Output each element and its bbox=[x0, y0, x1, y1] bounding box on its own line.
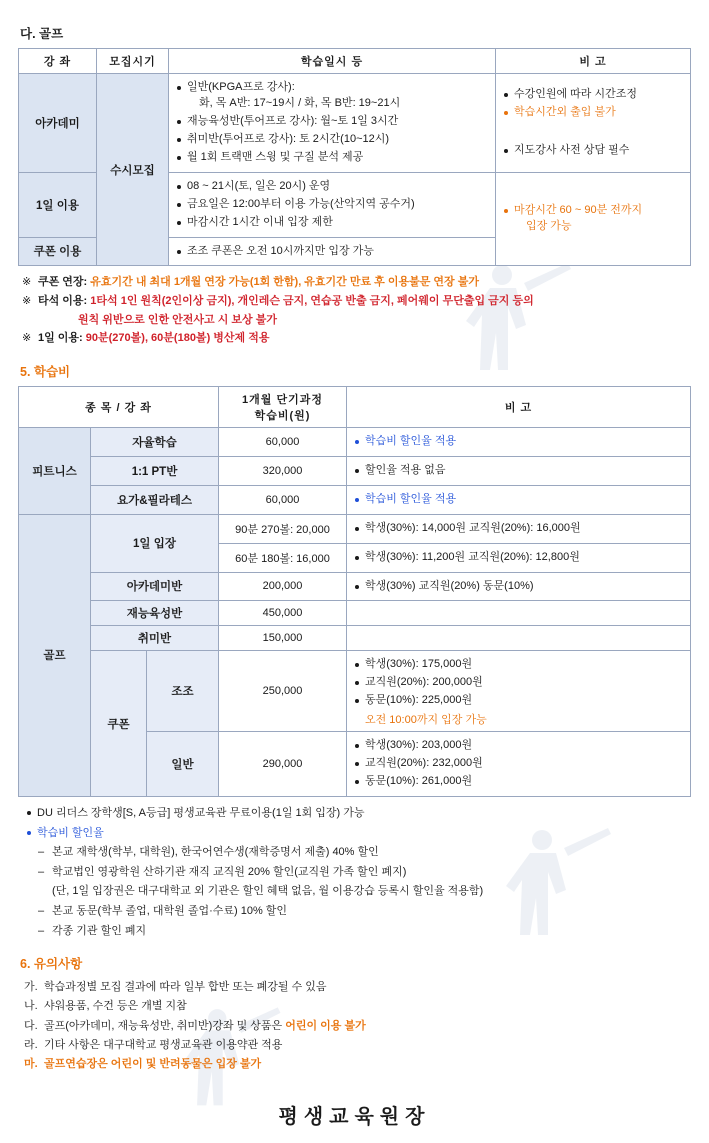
col-item: 종 목 / 강 좌 bbox=[19, 386, 219, 427]
notice-item: 나. 샤워용품, 수건 등은 개별 지참 bbox=[24, 1000, 187, 1013]
item-coupon-early: 조조 bbox=[147, 651, 219, 732]
remark-cell bbox=[347, 485, 691, 514]
list-item: 학습비 할인율 적용 bbox=[353, 434, 684, 450]
table-row bbox=[19, 601, 691, 626]
table-row bbox=[19, 74, 691, 173]
col-remark: 비 고 bbox=[496, 49, 691, 74]
item-talent-class: 재능육성반 bbox=[91, 601, 219, 626]
fee-value: 320,000 bbox=[219, 456, 347, 485]
daily-schedule bbox=[169, 172, 496, 237]
remark-cell bbox=[347, 626, 691, 651]
remark-cell bbox=[347, 601, 691, 626]
table-row bbox=[19, 626, 691, 651]
item-self-study: 자율학습 bbox=[91, 427, 219, 456]
list-item: 재능육성반(투어프로 강사): 월~토 1일 3시간 bbox=[175, 114, 489, 130]
fee-value: 200,000 bbox=[219, 572, 347, 601]
col-schedule: 학습일시 등 bbox=[169, 49, 496, 74]
notice-item: 가. 학습과정별 모집 결과에 따라 일부 합반 또는 폐강될 수 있음 bbox=[24, 981, 327, 994]
list-item: 학생(30%): 175,000원 bbox=[353, 657, 684, 673]
note-line: – 학교법인 영광학원 산하기관 재직 교직원 20% 할인(교직원 가족 할인 폐지) bbox=[24, 864, 691, 882]
list-item: 학생(30%): 203,000원 bbox=[353, 738, 684, 754]
coupon-schedule bbox=[169, 237, 496, 266]
fee-after-notes bbox=[24, 805, 691, 940]
remark-cell bbox=[347, 651, 691, 732]
list-item: 동문(10%): 261,000원 bbox=[353, 774, 684, 790]
list-item: 학생(30%): 14,000원 교직원(20%): 16,000원 bbox=[353, 521, 684, 537]
note-row: ※ 타석 이용: 1타석 1인 원칙(2인이상 금지), 개인레슨 금지, 연습공 반출 금지, 페어웨이 무단출입 금지 등의 bbox=[22, 295, 534, 308]
list-item: 취미반(투어프로 강사): 토 2시간(10~12시) bbox=[175, 132, 489, 148]
list-item: 조조 쿠폰은 오전 10시까지만 입장 가능 bbox=[175, 244, 489, 260]
document-footer: 평생교육원장 bbox=[278, 1106, 431, 1129]
notice-item: 다. 골프(아카데미, 재능육성반, 취미반)강좌 및 상품은 어린이 이용 불가 bbox=[24, 1019, 366, 1032]
list-item: 동문(10%): 225,000원 bbox=[353, 693, 684, 709]
col-course: 강 좌 bbox=[19, 49, 97, 74]
period-rolling: 수시모집 bbox=[97, 74, 169, 266]
fee-table bbox=[18, 386, 691, 797]
note-row: 원칙 위반으로 인한 안전사고 시 보상 불가 bbox=[78, 313, 277, 326]
table-header-row bbox=[19, 386, 691, 427]
item-pt: 1:1 PT반 bbox=[91, 456, 219, 485]
course-daily: 1일 이용 bbox=[19, 172, 97, 237]
note-row: ※ 쿠폰 연장: 유효기간 내 최대 1개월 연장 가능(1회 한함), 유효기간 만료 후 이용불문 연장 불가 bbox=[22, 276, 479, 289]
note-row: ※ 1일 이용: 90분(270볼), 60분(180볼) 병산제 적용 bbox=[22, 332, 270, 345]
note-line: 학습비 할인율 bbox=[24, 825, 691, 843]
remark-cell bbox=[347, 543, 691, 572]
list-item: 일반(KPGA프로 강사): 화, 목 A반: 17~19시 / 화, 목 B반: 19~21시 bbox=[175, 80, 489, 112]
group-golf: 골프 bbox=[19, 514, 91, 796]
item-hobby-class: 취미반 bbox=[91, 626, 219, 651]
golf-section-heading: 다. 골프 bbox=[20, 27, 64, 41]
list-item: 수강인원에 따라 시간조정 bbox=[502, 87, 684, 103]
fee-value: 450,000 bbox=[219, 601, 347, 626]
col-period: 모집시기 bbox=[97, 49, 169, 74]
item-day-pass: 1일 입장 bbox=[91, 514, 219, 572]
fee-value: 290,000 bbox=[219, 732, 347, 797]
note-line: – 본교 동문(학부 졸업, 대학원 졸업·수료) 10% 할인 bbox=[24, 903, 691, 921]
golf-notes bbox=[22, 274, 691, 347]
table-row bbox=[19, 485, 691, 514]
list-item: 마감시간 60 ~ 90분 전까지 입장 가능 bbox=[502, 203, 684, 235]
list-item: 마감시간 1시간 이내 입장 제한 bbox=[175, 215, 489, 231]
table-row bbox=[19, 651, 691, 732]
golf-schedule-table bbox=[18, 48, 691, 266]
notice-list bbox=[24, 978, 691, 1074]
academy-remark bbox=[496, 74, 691, 173]
item-yoga: 요가&필라테스 bbox=[91, 485, 219, 514]
table-row bbox=[19, 456, 691, 485]
remark-cell bbox=[347, 514, 691, 543]
table-header-row bbox=[19, 49, 691, 74]
coupon-early-note: 오전 10:00까지 입장 가능 bbox=[365, 714, 487, 727]
note-line: – 본교 재학생(학부, 대학원), 한국어연수생(재학증명서 제출) 40% 할인 bbox=[24, 844, 691, 862]
course-coupon: 쿠폰 이용 bbox=[19, 237, 97, 266]
course-academy: 아카데미 bbox=[19, 74, 97, 173]
fee-value: 60,000 bbox=[219, 427, 347, 456]
notice-item: 라. 기타 사항은 대구대학교 평생교육관 이용약관 적용 bbox=[24, 1038, 283, 1051]
fee-value: 250,000 bbox=[219, 651, 347, 732]
fee-section-heading: 5. 학습비 bbox=[20, 364, 71, 379]
note-line: – 각종 기관 할인 폐지 bbox=[24, 923, 691, 941]
list-item: 금요일은 12:00부터 이용 가능(산악지역 공수거) bbox=[175, 197, 489, 213]
notice-section-heading: 6. 유의사항 bbox=[20, 957, 83, 972]
remark-cell bbox=[347, 732, 691, 797]
fee-value: 60,000 bbox=[219, 485, 347, 514]
remark-cell bbox=[347, 427, 691, 456]
table-row bbox=[19, 427, 691, 456]
col-fee: 1개월 단기과정 학습비(원) bbox=[219, 386, 347, 427]
table-row bbox=[19, 572, 691, 601]
fee-value: 150,000 bbox=[219, 626, 347, 651]
list-item: 할인율 적용 없음 bbox=[353, 463, 684, 479]
list-item: 학생(30%): 11,200원 교직원(20%): 12,800원 bbox=[353, 550, 684, 566]
table-row bbox=[19, 514, 691, 543]
list-item: 학습비 할인율 적용 bbox=[353, 492, 684, 508]
col-remark: 비 고 bbox=[347, 386, 691, 427]
fee-value: 60분 180볼: 16,000 bbox=[219, 543, 347, 572]
remark-cell bbox=[347, 456, 691, 485]
list-item: 학습시간외 출입 불가 bbox=[502, 105, 684, 121]
coupon-remark bbox=[496, 172, 691, 266]
list-item: 교직원(20%): 232,000원 bbox=[353, 756, 684, 772]
academy-schedule bbox=[169, 74, 496, 173]
item-academy-class: 아카데미반 bbox=[91, 572, 219, 601]
list-item: 학생(30%) 교직원(20%) 동문(10%) bbox=[353, 579, 684, 595]
list-item: 08 ~ 21시(토, 일은 20시) 운영 bbox=[175, 179, 489, 195]
notice-item: 마. 골프연습장은 어린이 및 반려동물은 입장 불가 bbox=[24, 1058, 262, 1071]
note-line: DU 리더스 장학생[S, A등급] 평생교육관 무료이용(1일 1회 입장) 가능 bbox=[24, 805, 691, 823]
list-item: 교직원(20%): 200,000원 bbox=[353, 675, 684, 691]
remark-cell bbox=[347, 572, 691, 601]
note-line: (단, 1일 입장권은 대구대학교 외 기관은 할인 혜택 없음, 월 이용강습 등록시 할인율 적용함) bbox=[52, 885, 484, 898]
item-coupon: 쿠폰 bbox=[91, 651, 147, 797]
item-coupon-normal: 일반 bbox=[147, 732, 219, 797]
list-item: 지도강사 사전 상담 필수 bbox=[502, 143, 684, 159]
fee-value: 90분 270볼: 20,000 bbox=[219, 514, 347, 543]
list-item: 월 1회 트랙맨 스윙 및 구질 분석 제공 bbox=[175, 150, 489, 166]
group-fitness: 피트니스 bbox=[19, 427, 91, 514]
